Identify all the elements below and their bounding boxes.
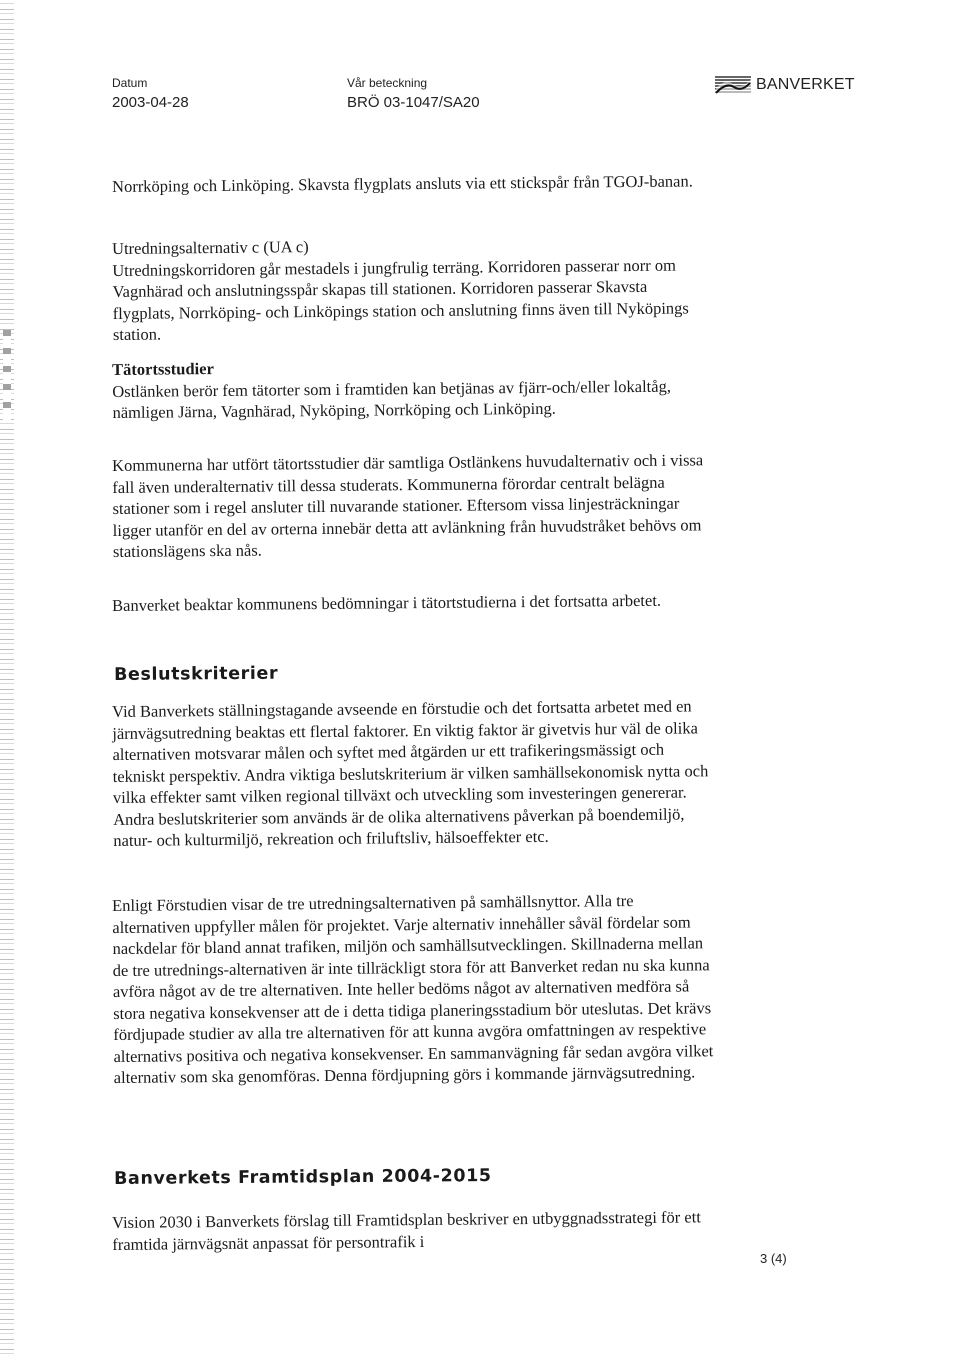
forstudien-paragraph [112, 889, 714, 1088]
header-reference [347, 76, 480, 112]
tatortsstudier-heading: Tätortsstudier [112, 359, 214, 379]
beaktar-text: Banverket beaktar kommunens bedömningar i tätortstudierna i det fortsatta arbetet. [112, 590, 662, 615]
date-value: 2003-04-28 [112, 94, 189, 111]
framtidsplan-text: Vision 2030 i Banverkets förslag till Framtidsplan beskriver en utbyggnadsstrategi för ett framtida järnvägsnät anpassat för persontrafik i [112, 1207, 701, 1254]
reference-value: BRÖ 03-1047/SA20 [347, 94, 480, 111]
kommun-paragraph [112, 449, 713, 562]
intro-paragraph [112, 170, 712, 197]
scan-edge-artifact [0, 0, 14, 1357]
beslutskriterier-text: Vid Banverkets ställningstagande avseende en förstudie och det fortsatta arbetet med en järnvägsutredning beaktas ett flertal faktorer. En viktig faktor är givetvis hur väl de olika alternativen motsvarar målen och syftet med åtgärden ur ett trafikeringsmässigt och tekniskt perspektiv. Andra viktiga beslutskriterium är vilken samhällsekonomisk nytta och vilka effekter samt vilken regional tillväxt och utveckling som investeringen genererar. Andra beslutskriterier som används är de olika alternativens påverkan på boendemiljö, natur- och kulturmiljö, rekreation och friluftsliv, hälsoeffekter etc. [112, 696, 709, 850]
framtidsplan-heading: Banverkets Framtidsplan 2004-2015 [114, 1166, 492, 1189]
page-number: 3 (4) [760, 1251, 787, 1266]
tatortsstudier-section [112, 353, 713, 423]
logo-text: BANVERKET [756, 76, 855, 93]
reference-label: Vår beteckning [347, 76, 428, 90]
alternative-c-heading: Utredningsalternativ c (UA c) [112, 237, 309, 258]
banverket-wave-logo-icon [714, 74, 752, 96]
beslutskriterier-heading: Beslutskriterier [114, 663, 279, 685]
kommun-text: Kommunerna har utfört tätortsstudier där samtliga Ostlänkens huvudalternativ och i vissa fall även underalternativ till dessa studerats. Kommunerna förordar centralt belägna stationer som i regel ansluter till nuvarande stationer. Eftersom vissa linjesträckningar ligger utanför en del av orterna innebär detta att avlänkning från huvudstråket behövs om stationslägens ska nås. [112, 450, 704, 561]
framtidsplan-paragraph [112, 1206, 712, 1255]
tatortsstudier-text: Ostlänken berör fem tätorter som i framtiden kan betjänas av fjärr-och/eller lokaltåg, nämligen Järna, Vagnhärad, Nyköping, Norrköping och Linköping. [112, 376, 671, 422]
alternative-c-section [112, 232, 713, 345]
beslutskriterier-paragraph [112, 695, 713, 851]
beaktar-paragraph [112, 589, 712, 616]
alternative-c-text: Utredningskorridoren går mestadels i jungfrulig terräng. Korridoren passerar norr om Vagnhärad och anslutningsspår skapas till stationen. Korridoren passerar Skavsta flygplats, Norrköping- och Linköpings station och anslutning finns även till Nyköpings station. [112, 255, 689, 344]
header-date [112, 76, 189, 112]
forstudien-text: Enligt Förstudien visar de tre utredningsalternativen på samhällsnyttor. Alla tre alternativen uppfyller målen för projektet. Varje alternativ innehåller såväl fördelar som nackdelar för bland annat trafiken, miljön och samhällsutvecklingen. Skillnaderna mellan de tre utrednings-alternativen är inte tillräckligt stora för att Banverket redan nu ska kunna avföra något av de tre alternativen. Inte heller bedöms något av alternativen medföra så stora negativa konsekvenser att de i detta tidiga planeringsstadium bör uteslutas. Det krävs fördjupade studier av alla tre alternativen för att kunna avgöra omfattningen av respektive alternativs positiva och negativa konsekvenser. En sammanvägning får sedan avgöra vilket alternativ som ska genomföras. Denna fördjupning görs i kommande järnvägsutredning. [112, 890, 714, 1087]
date-label: Datum [112, 76, 148, 90]
intro-text: Norrköping och Linköping. Skavsta flygplats ansluts via ett stickspår från TGOJ-banan. [112, 171, 693, 196]
banverket-logo [714, 74, 855, 96]
